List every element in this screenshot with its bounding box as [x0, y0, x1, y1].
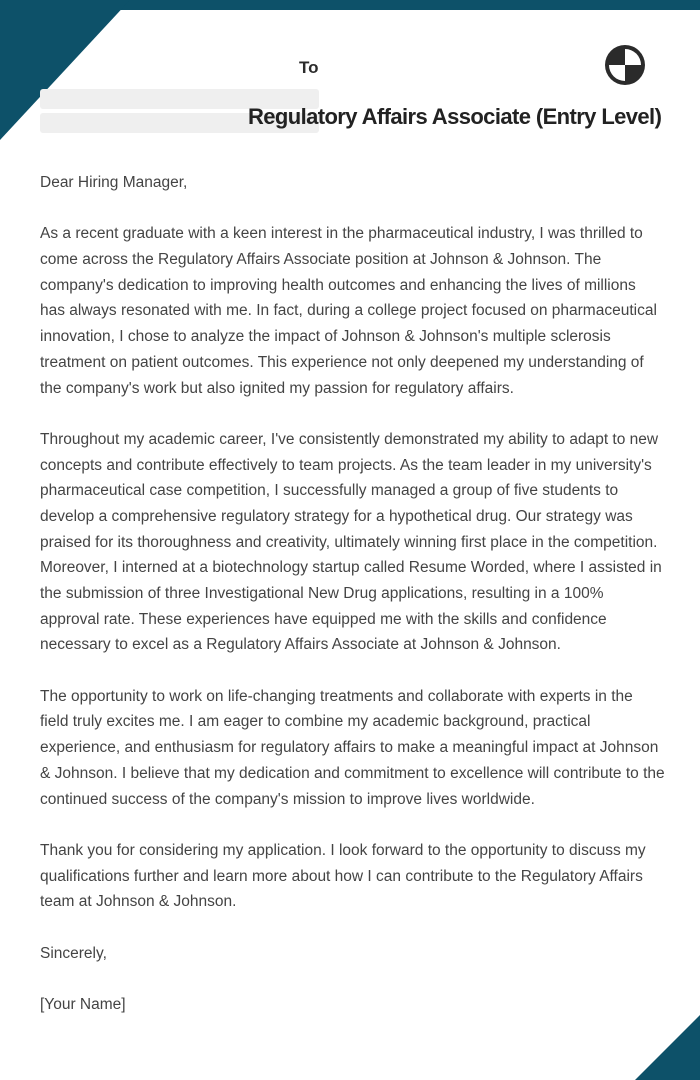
signature-name: [Your Name]: [40, 995, 126, 1013]
closing: Sincerely,: [40, 944, 107, 962]
job-title-heading: Regulatory Affairs Associate (Entry Level): [248, 104, 662, 129]
paragraph-intro: As a recent graduate with a keen interest in the pharmaceutical industry, I was thrilled to come across the Regulatory Affairs Associate position at Johnson & Johnson. The company's dedication to improving health outcomes and enhancing the lives of millions has always resonated with me. In fact, during a college project focused on pharmaceutical innovation, I chose to analyze the impact of Johnson & Johnson's multiple sclerosis treatment on patient outcomes. This experience not only deepened my understanding of the company's work but also ignited my passion for regulatory affairs.: [40, 225, 657, 397]
to-label: To: [299, 58, 319, 77]
paragraph-thanks: Thank you for considering my application. I look forward to the opportunity to discuss my qualifications further and learn more about how I can contribute to the Regulatory Affairs team at Johnson & Johnson.: [40, 841, 646, 911]
paragraph-motivation: The opportunity to work on life-changing treatments and collaborate with experts in the field truly excites me. I am eager to combine my academic background, practical experience, and enthusiasm for regulatory affairs to make a meaningful impact at Johnson & Johnson. I believe that my dedication and commitment to excellence will contribute to the continued success of the company's mission to improve lives worldwide.: [40, 687, 665, 808]
paragraph-experience: Throughout my academic career, I've consistently demonstrated my ability to adapt to new concepts and contribute effectively to team projects. As the team leader in my university's pharmaceutical case competition, I successfully managed a group of five students to develop a comprehensive regulatory strategy for a hypothetical drug. Our strategy was praised for its thoroughness and creativity, ultimately winning first place in the competition. Moreover, I interned at a biotechnology startup called Resume Worded, where I assisted in the submission of three Investigational New Drug applications, resulting in a 100% approval rate. These experiences have equipped me with the skills and confidence necessary to excel as a Regulatory Affairs Associate at Johnson & Johnson.: [40, 430, 662, 654]
letter-body: [40, 170, 665, 1043]
pie-chart-logo-icon: [604, 44, 646, 86]
salutation: Dear Hiring Manager,: [40, 174, 188, 191]
bottom-right-corner-decoration: [635, 1015, 700, 1080]
